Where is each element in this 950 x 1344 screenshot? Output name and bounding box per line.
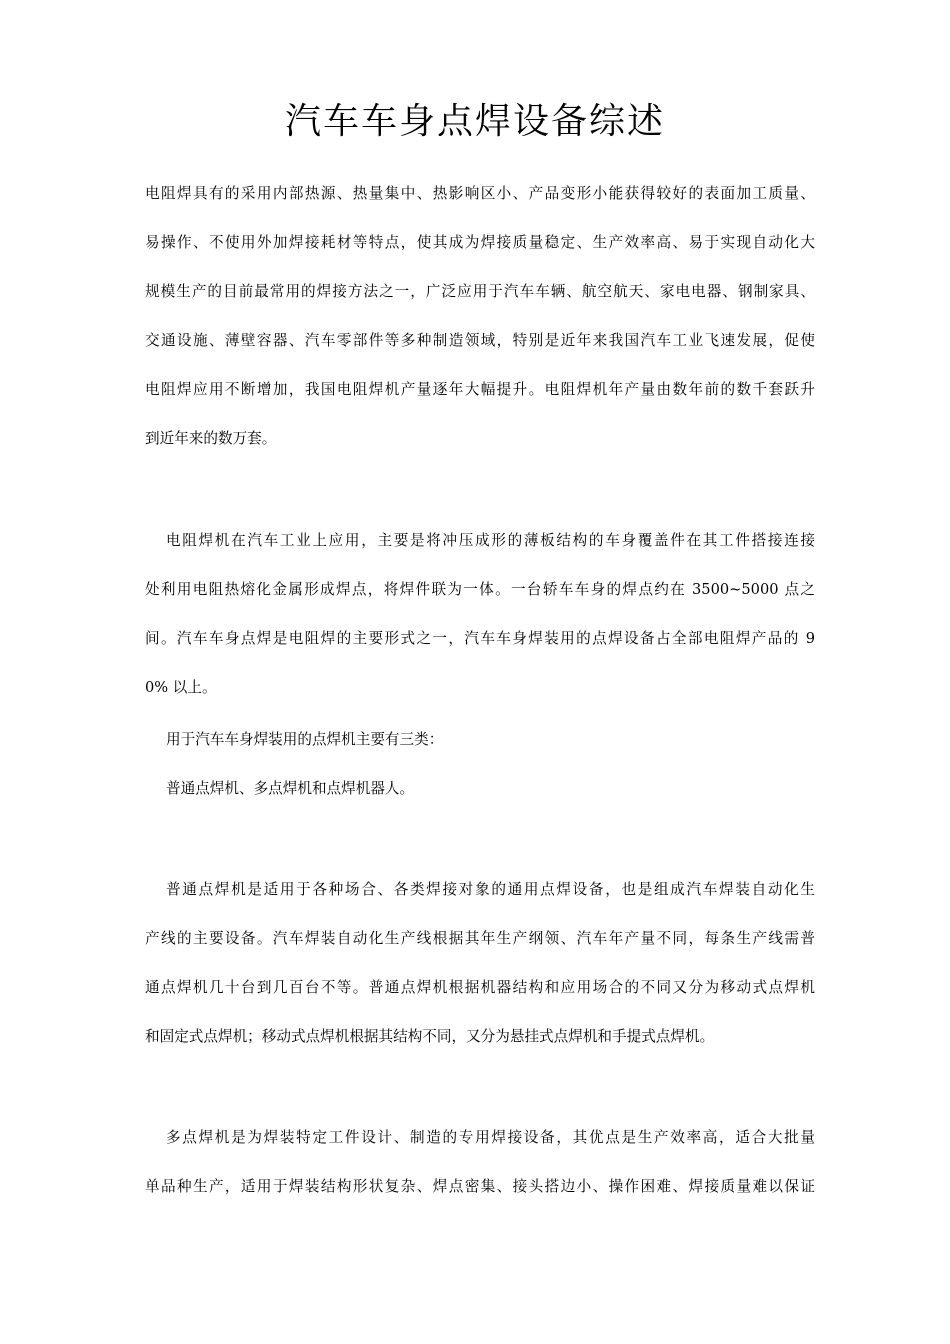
paragraph-2-line-1: 电阻焊机在汽车工业上应用，主要是将冲压成形的薄板结构的车身覆盖件在其工件搭接连接 bbox=[166, 532, 815, 549]
paragraph-2-line-4: 0% 以上。 bbox=[145, 679, 217, 696]
paragraph-6-line-2: 单品种生产，适用于焊装结构形状复杂、焊点密集、接头搭边小、操作困难、焊接质量难以保证 bbox=[145, 1178, 815, 1195]
paragraph-5-line-1: 普通点焊机是适用于各种场合、各类焊接对象的通用点焊设备，也是组成汽车焊装自动化生 bbox=[166, 881, 815, 898]
paragraph-1-line-3: 规模生产的目前最常用的焊接方法之一，广泛应用于汽车车辆、航空航天、家电电器、钢制家具、 bbox=[145, 283, 815, 300]
document-title: 汽车车身点焊设备综述 bbox=[284, 101, 665, 142]
paragraph-6-line-1: 多点焊机是为焊装特定工件设计、制造的专用焊接设备，其优点是生产效率高，适合大批量 bbox=[166, 1129, 815, 1146]
paragraph-1-line-2: 易操作、不使用外加焊接耗材等特点，使其成为焊接质量稳定、生产效率高、易于实现自动化大 bbox=[145, 234, 815, 251]
paragraph-5-line-3: 通点焊机几十台到几百台不等。普通点焊机根据机器结构和应用场合的不同又分为移动式点焊机 bbox=[145, 979, 815, 996]
paragraph-1-line-5: 电阻焊应用不断增加，我国电阻焊机产量逐年大幅提升。电阻焊机年产量由数年前的数千套跃升 bbox=[145, 381, 815, 398]
paragraph-2-line-2: 处利用电阻热熔化金属形成焊点，将焊件联为一体。一台轿车车身的焊点约在 3500~5000 点之 bbox=[145, 581, 815, 598]
paragraph-1-line-6: 到近年来的数万套。 bbox=[145, 430, 277, 447]
paragraph-1-line-1: 电阻焊具有的采用内部热源、热量集中、热影响区小、产品变形小能获得较好的表面加工质量、 bbox=[145, 185, 815, 202]
paragraph-3-line-1: 用于汽车车身焊装用的点焊机主要有三类： bbox=[166, 731, 444, 748]
paragraph-1-line-4: 交通设施、薄壁容器、汽车零部件等多种制造领域，特别是近年来我国汽车工业飞速发展，促使 bbox=[145, 332, 815, 349]
paragraph-5-line-2: 产线的主要设备。汽车焊装自动化生产线根据其年生产纲领、汽车年产量不同，每条生产线需普 bbox=[145, 930, 815, 947]
paragraph-5-line-4: 和固定式点焊机；移动式点焊机根据其结构不同，又分为悬挂式点焊机和手提式点焊机。 bbox=[145, 1028, 715, 1045]
paragraph-4-line-1: 普通点焊机、多点焊机和点焊机器人。 bbox=[166, 780, 415, 797]
paragraph-2-line-3: 间。汽车车身点焊是电阻焊的主要形式之一，汽车车身焊装用的点焊设备占全部电阻焊产品的 9 bbox=[145, 630, 815, 647]
